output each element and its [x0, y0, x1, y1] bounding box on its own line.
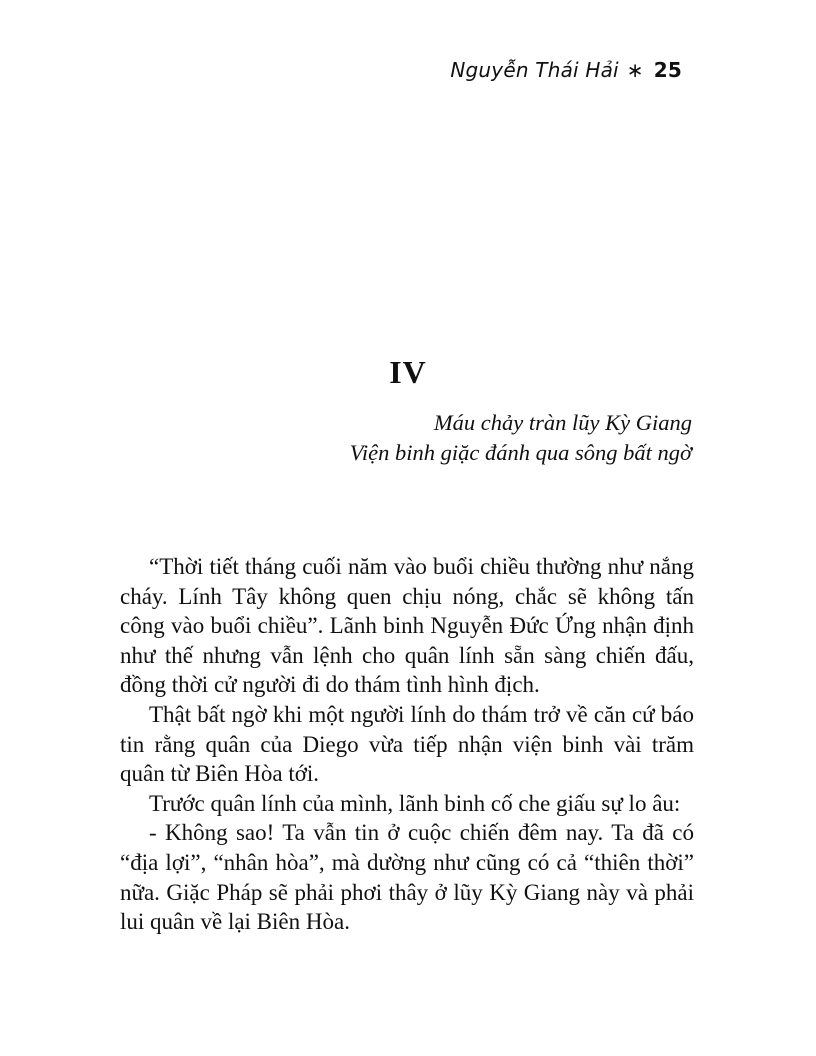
- page-number: 25: [653, 58, 682, 82]
- chapter-number: IV: [389, 354, 427, 390]
- paragraph: “Thời tiết tháng cuối năm vào buổi chiều thường như nắng cháy. Lính Tây không quen chịu nóng, chắc sẽ không tấn công vào buổi chiều”. Lãnh binh Nguyễn Đức Ứng nhận định như thế nhưng vẫn lệnh cho quân lính sẵn sàng chiến đấu, đồng thời cử người đi do thám tình hình địch.: [120, 554, 694, 698]
- epigraph-line: Máu chảy tràn lũy Kỳ Giang: [433, 410, 692, 435]
- asterisk-separator: ∗: [626, 58, 644, 82]
- paragraph: Trước quân lính của mình, lãnh binh cố che giấu sự lo âu:: [149, 790, 681, 816]
- body-text: [120, 552, 694, 937]
- paragraph: - Không sao! Ta vẫn tin ở cuộc chiến đêm nay. Ta đã có “địa lợi”, “nhân hòa”, mà dường như cũng có cả “thiên thời” nữa. Giặc Pháp sẽ phải phơi thây ở lũy Kỳ Giang này và phải lui quân về lại Biên Hòa.: [120, 820, 694, 935]
- running-header: [450, 58, 682, 82]
- author-name: Nguyễn Thái Hải: [450, 58, 619, 82]
- epigraph-line: Viện binh giặc đánh qua sông bất ngờ: [349, 440, 692, 465]
- chapter-epigraph: [350, 408, 692, 468]
- paragraph: Thật bất ngờ khi một người lính do thám trở về căn cứ báo tin rằng quân của Diego vừa tiếp nhận viện binh vài trăm quân từ Biên Hòa tới.: [120, 701, 694, 787]
